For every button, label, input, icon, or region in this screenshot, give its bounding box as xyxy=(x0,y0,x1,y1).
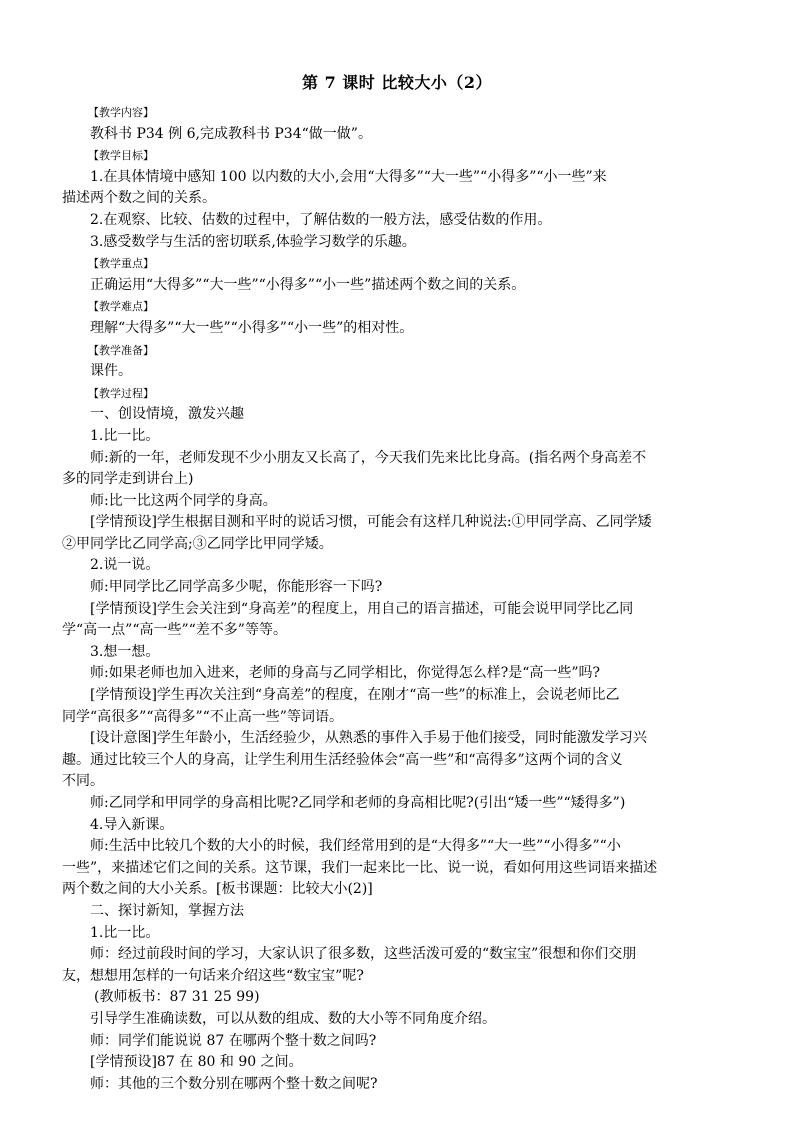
paragraph-line: 2.在观察、比较、估数的过程中，了解估数的一般方法，感受估数的作用。 xyxy=(90,211,552,228)
paragraph-line: 师：经过前段时间的学习，大家认识了很多数，这些活泼可爱的“数宝宝”很想和你们交朋 xyxy=(90,946,637,963)
paragraph-line: 师:比一比这两个同学的身高。 xyxy=(90,492,277,509)
board-note: (教师板书：87 31 25 99) xyxy=(94,989,260,1006)
paragraph-line: 正确运用“大得多”“大一些”“小得多”“小一些”描述两个数之间的关系。 xyxy=(90,276,526,293)
paragraph-line: [学情预设]学生会关注到“身高差”的程度上，用自己的语言描述，可能会说甲同学比乙同 xyxy=(90,600,634,617)
paragraph-line: 3.想一想。 xyxy=(90,643,160,660)
paragraph-line: 3.感受数学与生活的密切联系,体验学习数学的乐趣。 xyxy=(90,233,416,250)
section-heading: 【教学重点】 xyxy=(88,257,154,271)
paragraph-line: 师:新的一年，老师发现不少小朋友又长高了，今天我们先来比比身高。(指名两个身高差不 xyxy=(90,449,647,466)
section-heading: 【教学内容】 xyxy=(88,106,154,119)
paragraph-continuation: 描述两个数之间的关系。 xyxy=(62,190,216,207)
paragraph-line: 教科书 P34 例 6,完成教科书 P34“做一做”。 xyxy=(90,125,372,142)
paragraph-line: 师:如果老师也加入进来，老师的身高与乙同学相比，你觉得怎么样?是“高一些”吗? xyxy=(90,665,601,682)
page-title: 第 7 课时 比较大小（2） xyxy=(302,73,492,92)
paragraph-line: 二、探讨新知，掌握方法 xyxy=(90,902,244,919)
paragraph-continuation: 两个数之间的大小关系。[板书课题：比较大小(2)] xyxy=(62,881,373,898)
paragraph-continuation: 不同。 xyxy=(62,773,104,790)
section-heading: 【教学难点】 xyxy=(88,300,154,314)
paragraph-line: 课件。 xyxy=(90,363,132,380)
paragraph-line: [学情预设]87 在 80 和 90 之间。 xyxy=(90,1054,303,1071)
paragraph-line: 理解“大得多”“大一些”“小得多”“小一些”的相对性。 xyxy=(90,319,414,336)
section-heading: 【教学过程】 xyxy=(88,386,154,400)
paragraph-continuation: 多的同学走到讲台上) xyxy=(62,471,194,488)
paragraph-continuation: 一些”，来描述它们之间的关系。这节课，我们一起来比一比、说一说，看如何用这些词语来描述 xyxy=(62,859,658,876)
paragraph-line: 1.在具体情境中感知 100 以内数的大小,会用“大得多”“大一些”“小得多”“小一些”来 xyxy=(90,168,607,185)
paragraph-line: [学情预设]学生根据目测和平时的说话习惯，可能会有这样几种说法:①甲同学高、乙同学矮 xyxy=(90,514,652,531)
lesson-body xyxy=(62,102,735,1095)
paragraph-line: 2.说一说。 xyxy=(90,557,160,574)
paragraph-line: 师：同学们能说说 87 在哪两个整十数之间吗? xyxy=(90,1032,377,1049)
paragraph-line: [设计意图]学生年龄小，生活经验少，从熟悉的事件入手易于他们接受，同时能激发学习兴 xyxy=(90,730,647,747)
paragraph-line: 引导学生准确读数，可以从数的组成、数的大小等不同角度介绍。 xyxy=(90,1010,496,1027)
section-heading: 【教学目标】 xyxy=(88,149,154,163)
paragraph-line: [学情预设]学生再次关注到“身高差”的程度，在刚才“高一些”的标准上，会说老师比乙 xyxy=(90,687,620,704)
paragraph-continuation: 友，想想用怎样的一句话来介绍这些“数宝宝”呢? xyxy=(62,967,364,984)
paragraph-continuation: 学“高一点”“高一些”“差不多”等等。 xyxy=(62,622,287,639)
paragraph-continuation: 同学“高很多”“高得多”“不止高一些”等词语。 xyxy=(62,708,343,725)
paragraph-line: 师：其他的三个数分别在哪两个整十数之间呢? xyxy=(90,1075,378,1092)
paragraph-line: 师:甲同学比乙同学高多少呢，你能形容一下吗? xyxy=(90,579,383,596)
paragraph-line: 4.导入新课。 xyxy=(90,816,174,833)
paragraph-line: 1.比一比。 xyxy=(90,924,160,941)
paragraph-line: 一、创设情境，激发兴趣 xyxy=(90,406,244,423)
paragraph-line: 1.比一比。 xyxy=(90,427,160,444)
paragraph-continuation: ②甲同学比乙同学高;③乙同学比甲同学矮。 xyxy=(62,535,333,552)
paragraph-line: 师:乙同学和甲同学的身高相比呢?乙同学和老师的身高相比呢?(引出“矮一些”“矮得多”) xyxy=(90,795,626,811)
paragraph-line: 师:生活中比较几个数的大小的时候，我们经常用到的是“大得多”“大一些”“小得多”“小 xyxy=(90,838,621,855)
paragraph-continuation: 趣。通过比较三个人的身高，让学生利用生活经验体会“高一些”和“高得多”这两个词的含义 xyxy=(62,751,623,768)
section-heading: 【教学准备】 xyxy=(88,343,154,357)
